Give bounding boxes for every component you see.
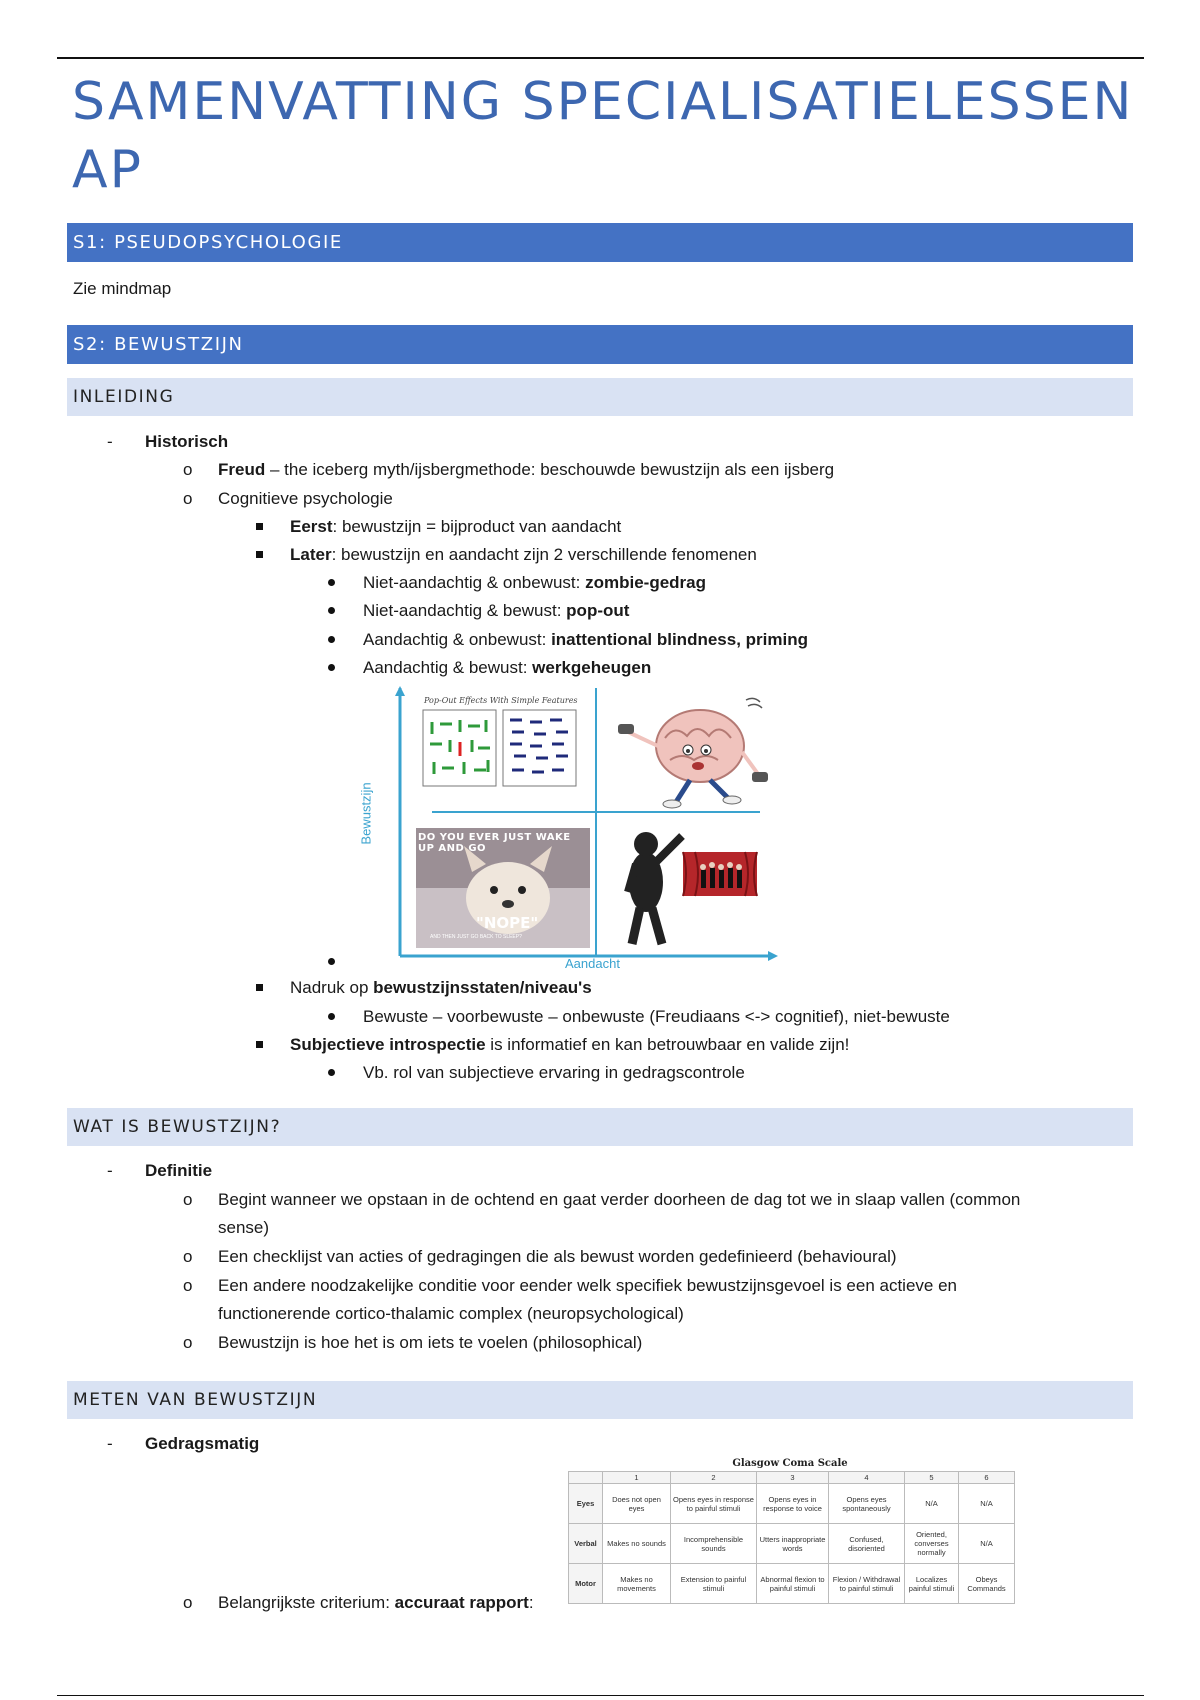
gcs-row-eyes — [569, 1484, 1015, 1524]
subheading-wat-is-bewustzijn: WAT IS BEWUSTZIJN? — [67, 1108, 1133, 1146]
item-def-1-cont: sense) — [218, 1218, 270, 1237]
meme-nope-text: "NOPE" — [476, 914, 539, 932]
circle-marker: o — [183, 1247, 193, 1266]
bullet-marker — [328, 607, 335, 614]
gcs-cell: Abnormal flexion to painful stimuli — [757, 1564, 829, 1604]
gcs-cell: Oriented, converses normally — [905, 1524, 959, 1564]
gcs-row-motor — [569, 1564, 1015, 1604]
bottom-rule — [57, 1695, 1144, 1696]
dash-marker: - — [107, 432, 113, 451]
item-quadrant-4: Aandachtig & bewust: werkgeheugen — [363, 658, 652, 677]
gcs-title: Glasgow Coma Scale — [732, 1458, 848, 1469]
item-eerst: Eerst: bewustzijn = bijproduct van aandacht — [290, 517, 622, 536]
dash-marker: - — [107, 1434, 113, 1453]
section-heading-s2: S2: BEWUSTZIJN — [67, 325, 1133, 364]
gcs-row-label: Eyes — [569, 1484, 603, 1524]
top-rule — [57, 57, 1144, 59]
bullet-marker — [328, 958, 335, 965]
gcs-col-header: 5 — [905, 1472, 959, 1484]
gcs-cell: Does not open eyes — [603, 1484, 671, 1524]
gcs-col-header: 6 — [959, 1472, 1015, 1484]
gcs-cell: Makes no sounds — [603, 1524, 671, 1564]
item-def-2: Een checklijst van acties of gedragingen die als bewust worden gedefinieerd (behavioural) — [218, 1247, 897, 1266]
gcs-cell: Opens eyes in response to painful stimuli — [671, 1484, 757, 1524]
y-axis-label: Bewustzijn — [358, 782, 374, 845]
gcs-row-label: Verbal — [569, 1524, 603, 1564]
bullet-marker — [328, 579, 335, 586]
item-historisch: Historisch — [145, 432, 229, 451]
item-definitie: Definitie — [145, 1161, 213, 1180]
gcs-cell: Opens eyes in response to voice — [757, 1484, 829, 1524]
item-freud: Freud – the iceberg myth/ijsbergmethode: beschouwde bewustzijn als een ijsberg — [218, 460, 835, 479]
stage-photo — [683, 852, 757, 896]
popout-panel-orientation — [503, 710, 576, 786]
item-gedragsmatig: Gedragsmatig — [145, 1434, 260, 1453]
gcs-cell: Incomprehensible sounds — [671, 1524, 757, 1564]
square-marker — [256, 984, 263, 991]
gorilla-figure — [628, 832, 682, 944]
square-marker — [256, 1041, 263, 1048]
item-cognitief: Cognitieve psychologie — [218, 489, 393, 508]
gcs-col-header: 2 — [671, 1472, 757, 1484]
gcs-cell: Opens eyes spontaneously — [829, 1484, 905, 1524]
bullet-marker — [328, 1013, 335, 1020]
popout-title: Pop-Out Effects With Simple Features — [424, 696, 578, 705]
glasgow-coma-scale-table — [568, 1471, 1015, 1604]
document-title: SAMENVATTING SPECIALISATIELESSEN AP — [72, 72, 1134, 200]
attention-consciousness-figure — [358, 686, 800, 971]
item-subjectief: Subjectieve introspectie is informatief en kan betrouwbaar en valide zijn! — [290, 1035, 850, 1054]
circle-marker: o — [183, 489, 193, 508]
gcs-header-row — [569, 1472, 1015, 1484]
circle-marker: o — [183, 1593, 193, 1612]
circle-marker: o — [183, 1333, 193, 1352]
popout-panel-color — [423, 710, 496, 786]
brain-cartoon — [618, 698, 768, 808]
gcs-col-header: 1 — [603, 1472, 671, 1484]
subheading-meten: METEN VAN BEWUSTZIJN — [67, 1381, 1133, 1419]
gcs-row-label: Motor — [569, 1564, 603, 1604]
item-def-1: Begint wanneer we opstaan in de ochtend en gaat verder doorheen de dag tot we in slaap vallen (common — [218, 1190, 1021, 1209]
meme-top-text: DO YOU EVER JUST WAKE UP AND GO — [418, 832, 571, 854]
section-heading-s1: S1: PSEUDOPSYCHOLOGIE — [67, 223, 1133, 262]
y-axis-arrow — [395, 686, 405, 696]
bullet-marker — [328, 1069, 335, 1076]
gcs-col-header: 4 — [829, 1472, 905, 1484]
item-later: Later: bewustzijn en aandacht zijn 2 verschillende fenomenen — [290, 545, 757, 564]
item-quadrant-2: Niet-aandachtig & bewust: pop-out — [363, 601, 630, 620]
item-def-4: Bewustzijn is hoe het is om iets te voelen (philosophical) — [218, 1333, 643, 1352]
gcs-cell: Extension to painful stimuli — [671, 1564, 757, 1604]
gcs-cell: N/A — [959, 1484, 1015, 1524]
gcs-cell: Utters inappropriate words — [757, 1524, 829, 1564]
subheading-inleiding: INLEIDING — [67, 378, 1133, 416]
s1-text: Zie mindmap — [73, 279, 172, 298]
circle-marker: o — [183, 460, 193, 479]
x-axis-label: Aandacht — [565, 956, 620, 971]
gcs-cell: Confused, disoriented — [829, 1524, 905, 1564]
x-axis-arrow — [768, 951, 778, 961]
item-quadrant-1: Niet-aandachtig & onbewust: zombie-gedrag — [363, 573, 706, 592]
item-def-3: Een andere noodzakelijke conditie voor eender welk specifiek bewustzijnsgevoel is een actieve en — [218, 1276, 958, 1295]
dash-marker: - — [107, 1161, 113, 1180]
meme-bottom-text: AND THEN JUST GO BACK TO SLEEP? — [430, 934, 522, 940]
gcs-row-verbal — [569, 1524, 1015, 1564]
item-def-3-cont: functionerende cortico-thalamic complex (neuropsychological) — [218, 1304, 684, 1323]
gcs-col-header: 3 — [757, 1472, 829, 1484]
item-staten: Bewuste – voorbewuste – onbewuste (Freudiaans <-> cognitief), niet-bewuste — [363, 1007, 950, 1026]
square-marker — [256, 523, 263, 530]
bullet-marker — [328, 636, 335, 643]
circle-marker: o — [183, 1276, 193, 1295]
gcs-cell: Localizes painful stimuli — [905, 1564, 959, 1604]
gcs-cell: N/A — [905, 1484, 959, 1524]
nope-meme-image — [416, 828, 590, 948]
item-nadruk: Nadruk op bewustzijnsstaten/niveau's — [290, 978, 592, 997]
bullet-marker — [328, 664, 335, 671]
item-voorbeeld: Vb. rol van subjectieve ervaring in gedragscontrole — [363, 1063, 745, 1082]
item-quadrant-3: Aandachtig & onbewust: inattentional blindness, priming — [363, 630, 808, 649]
gcs-cell: Obeys Commands — [959, 1564, 1015, 1604]
gcs-corner — [569, 1472, 603, 1484]
square-marker — [256, 551, 263, 558]
circle-marker: o — [183, 1190, 193, 1209]
gcs-cell: Makes no movements — [603, 1564, 671, 1604]
item-criterium: Belangrijkste criterium: accuraat rapport: — [218, 1593, 534, 1612]
gcs-cell: Flexion / Withdrawal to painful stimuli — [829, 1564, 905, 1604]
gcs-cell: N/A — [959, 1524, 1015, 1564]
